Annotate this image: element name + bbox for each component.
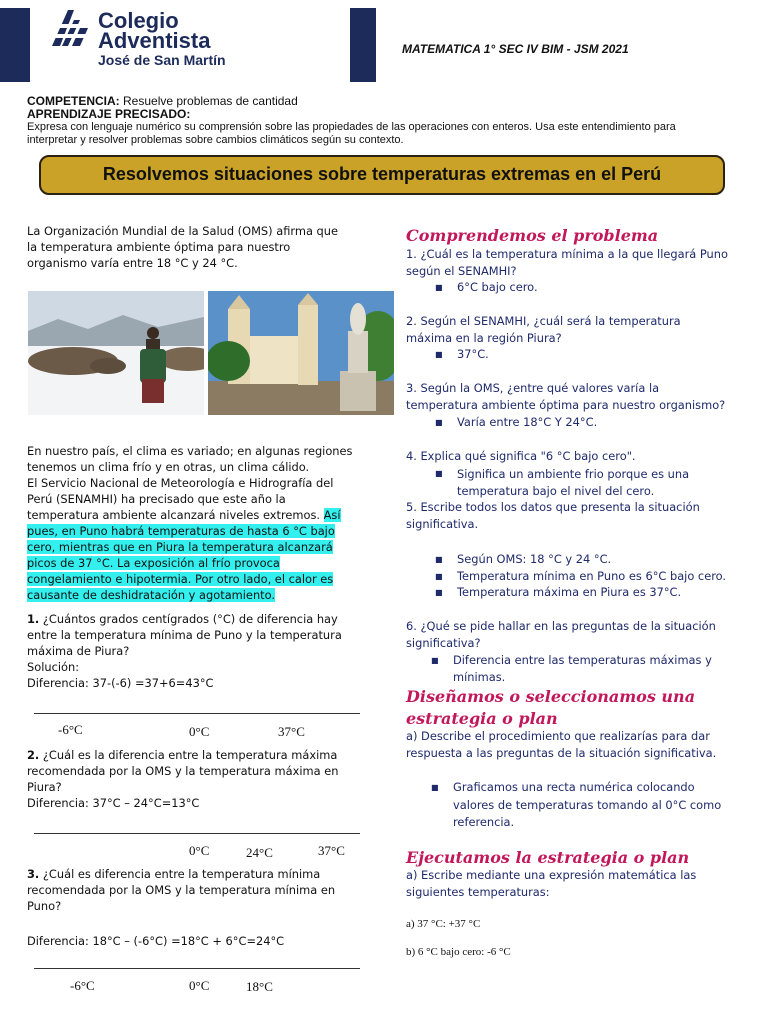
bullet-icon: ■ — [435, 588, 443, 597]
heading-line: Diseñamos o seleccionamos una — [406, 687, 696, 706]
highlighted-text: cero, mientras que en Piura la temperatura alcanzará — [27, 540, 333, 554]
number-line-label: 37°C — [278, 724, 305, 739]
question-2 — [27, 747, 338, 811]
right-question-2 — [406, 313, 681, 346]
page-title: Resolvemos situaciones sobre temperaturas extremas en el Perú — [102, 164, 662, 184]
text-line: 1. ¿Cuál es la temperatura mínima a la que llegará Puno — [406, 247, 728, 261]
text-line: a) Describe el procedimiento que realizarías para dar — [406, 729, 710, 743]
question-1 — [27, 611, 342, 691]
right-question-3 — [406, 380, 725, 413]
logo-text-adventista: Adventista — [98, 28, 211, 53]
aprendizaje-label: APRENDIZAJE PRECISADO: — [27, 107, 191, 121]
number-line-label: 37°C — [318, 843, 345, 858]
text-segment: ¿Cuál es diferencia entre la temperatura mínima — [39, 867, 321, 881]
text-line: tenemos un clima frío y en otras, un clima cálido. — [27, 460, 310, 474]
number-line-1 — [34, 713, 360, 714]
right-answer-2: 37°C. — [457, 347, 489, 361]
text-line: referencia. — [453, 815, 515, 829]
bullet-icon: ■ — [435, 469, 443, 478]
question-number: 3. — [27, 867, 40, 881]
aprendizaje-line-2: interpretar y resolver problemas sobre cambios climáticos según su contexto. — [27, 134, 404, 146]
piura-photo — [208, 291, 394, 415]
text-line: Diferencia entre las temperaturas máximas y — [453, 653, 712, 667]
text-line: Puno? — [27, 899, 62, 913]
competencia-value: Resuelve problemas de cantidad — [119, 94, 298, 108]
number-line-3 — [34, 968, 360, 969]
text-line: 5. Escribe todos los datos que presenta la situación — [406, 500, 700, 514]
text-line: según el SENAMHI? — [406, 263, 517, 278]
bullet-icon: ■ — [431, 783, 439, 792]
right-question-a — [406, 728, 716, 761]
question-3 — [27, 866, 335, 914]
text-line: a) Escribe mediante una expresión matemática las — [406, 868, 697, 882]
text-line — [27, 611, 342, 627]
text-line: temperatura bajo el nivel del cero. — [457, 483, 655, 498]
highlighted-text: causante de deshidratación y agotamiento. — [27, 588, 276, 602]
text-line: Diferencia: 37°C – 24°C=13°C — [27, 796, 200, 810]
text-line: siguientes temperaturas: — [406, 884, 550, 899]
text-line: recomendada por la OMS y la temperatura máxima en — [27, 764, 339, 778]
text-line: valores de temperaturas tomando al 0°C como — [453, 797, 722, 812]
text-line: Piura? — [27, 780, 62, 794]
highlighted-text: congelamiento e hipotermia. Por otro lado, el calor es — [27, 572, 334, 586]
text-line: 3. Según la OMS, ¿entre qué valores varía la — [406, 381, 660, 395]
question-3-answer: Diferencia: 18°C – (-6°C) =18°C + 6°C=24°C — [27, 934, 285, 948]
right-question-6 — [406, 618, 716, 651]
text-segment: ¿Cuál es la diferencia entre la temperatura máxima — [39, 748, 338, 762]
section-heading-ejecutamos: Ejecutamos la estrategia o plan — [406, 848, 690, 867]
text-line: Graficamos una recta numérica colocando — [453, 780, 695, 794]
school-logo-icon — [48, 6, 92, 50]
text-line: entre la temperatura mínima de Puno y la temperatura — [27, 628, 342, 642]
right-answer-4 — [457, 466, 689, 499]
text-line: máxima de Piura? — [27, 644, 130, 658]
number-line-label: 0°C — [189, 724, 210, 739]
question-number: 1. — [27, 612, 40, 626]
number-line-label: 0°C — [189, 978, 210, 993]
right-answer-a — [453, 779, 721, 832]
bullet-icon: ■ — [431, 656, 439, 665]
bullet-icon: ■ — [435, 572, 443, 581]
text-line — [27, 523, 352, 539]
text-line: respuesta a las preguntas de la situación significativa. — [406, 745, 717, 760]
competencia-label: COMPETENCIA: — [27, 94, 120, 108]
text-line: máxima en la región Piura? — [406, 330, 562, 345]
right-question-1 — [406, 246, 728, 279]
highlighted-text: picos de 37 °C. La exposición al frío provoca — [27, 556, 280, 570]
text-line: 6. ¿Qué se pide hallar en las preguntas de la situación — [406, 619, 716, 633]
number-line-label: -6°C — [70, 978, 95, 993]
text-line — [27, 539, 352, 555]
number-line-label: 0°C — [189, 843, 210, 858]
text-line: Solución: — [27, 660, 80, 674]
bullet-icon: ■ — [435, 418, 443, 427]
right-answer-6 — [453, 652, 712, 685]
course-title: MATEMATICA 1° SEC IV BIM - JSM 2021 — [402, 42, 629, 56]
text-line: El Servicio Nacional de Meteorología e Hidrografía del — [27, 476, 334, 490]
text-segment: temperatura ambiente alcanzará niveles extremos. — [27, 508, 324, 522]
text-line: 2. Según el SENAMHI, ¿cuál será la temperatura — [406, 314, 681, 328]
text-line — [27, 571, 352, 587]
right-answer-3: Varía entre 18°C Y 24°C. — [457, 415, 598, 429]
bullet-icon: ■ — [435, 283, 443, 292]
number-line-label: 18°C — [246, 979, 273, 994]
answer-e-a: a) 37 °C: +37 °C — [406, 918, 481, 930]
right-answer-1: 6°C bajo cero. — [457, 280, 538, 294]
right-question-e — [406, 867, 696, 900]
text-line: organismo varía entre 18 °C y 24 °C. — [27, 256, 238, 270]
logo-text-school-name: José de San Martín — [98, 52, 226, 68]
bullet-icon: ■ — [435, 555, 443, 564]
text-line: recomendada por la OMS y la temperatura mínima en — [27, 883, 336, 897]
right-answer-5-a: Según OMS: 18 °C y 24 °C. — [457, 552, 612, 566]
highlighted-text: pues, en Puno habrá temperaturas de hasta 6 °C bajo — [27, 524, 335, 538]
number-line-label: 24°C — [246, 845, 273, 860]
text-line — [27, 555, 352, 571]
answer-e-b: b) 6 °C bajo cero: -6 °C — [406, 946, 511, 958]
right-answer-5-c: Temperatura máxima en Piura es 37°C. — [457, 585, 682, 599]
text-line: significativa? — [406, 635, 481, 650]
number-line-label: -6°C — [58, 722, 83, 737]
number-line-2 — [34, 833, 360, 834]
text-line: La Organización Mundial de la Salud (OMS) afirma que — [27, 224, 339, 238]
text-line: mínimas. — [453, 669, 506, 684]
text-line: Diferencia: 37-(-6) =37+6=43°C — [27, 676, 214, 690]
text-line: temperatura ambiente óptima para nuestro organismo? — [406, 397, 726, 412]
text-line: En nuestro país, el clima es variado; en algunas regiones — [27, 444, 353, 458]
highlighted-text: Así — [323, 508, 341, 522]
section-heading-comprendemos: Comprendemos el problema — [406, 226, 659, 245]
text-line: la temperatura ambiente óptima para nuestro — [27, 240, 291, 254]
puno-photo — [28, 291, 204, 415]
text-line — [27, 747, 338, 763]
aprendizaje-line-1: Expresa con lenguaje numérico su comprensión sobre las propiedades de las operaciones con enteros. Usa este entendimiento para — [27, 121, 676, 133]
question-number: 2. — [27, 748, 40, 762]
text-line — [27, 866, 335, 882]
text-segment: ¿Cuántos grados centígrados (°C) de diferencia hay — [39, 612, 338, 626]
climate-paragraph — [27, 443, 352, 603]
bullet-icon: ■ — [435, 350, 443, 359]
text-line — [27, 507, 352, 523]
text-line: Significa un ambiente frio porque es una — [457, 467, 690, 481]
logo-text-colegio: Colegio — [98, 8, 179, 33]
right-answer-5-b: Temperatura mínima en Puno es 6°C bajo cero. — [457, 569, 727, 583]
right-question-4: 4. Explica qué significa "6 °C bajo cero". — [406, 449, 636, 463]
text-line: Perú (SENAMHI) ha precisado que este año la — [27, 492, 286, 506]
heading-line: estrategia o plan — [406, 709, 558, 728]
intro-paragraph — [27, 223, 338, 271]
text-line — [27, 587, 352, 603]
section-heading-disenamos — [406, 686, 695, 730]
right-question-5 — [406, 499, 700, 532]
text-line: significativa. — [406, 516, 479, 531]
